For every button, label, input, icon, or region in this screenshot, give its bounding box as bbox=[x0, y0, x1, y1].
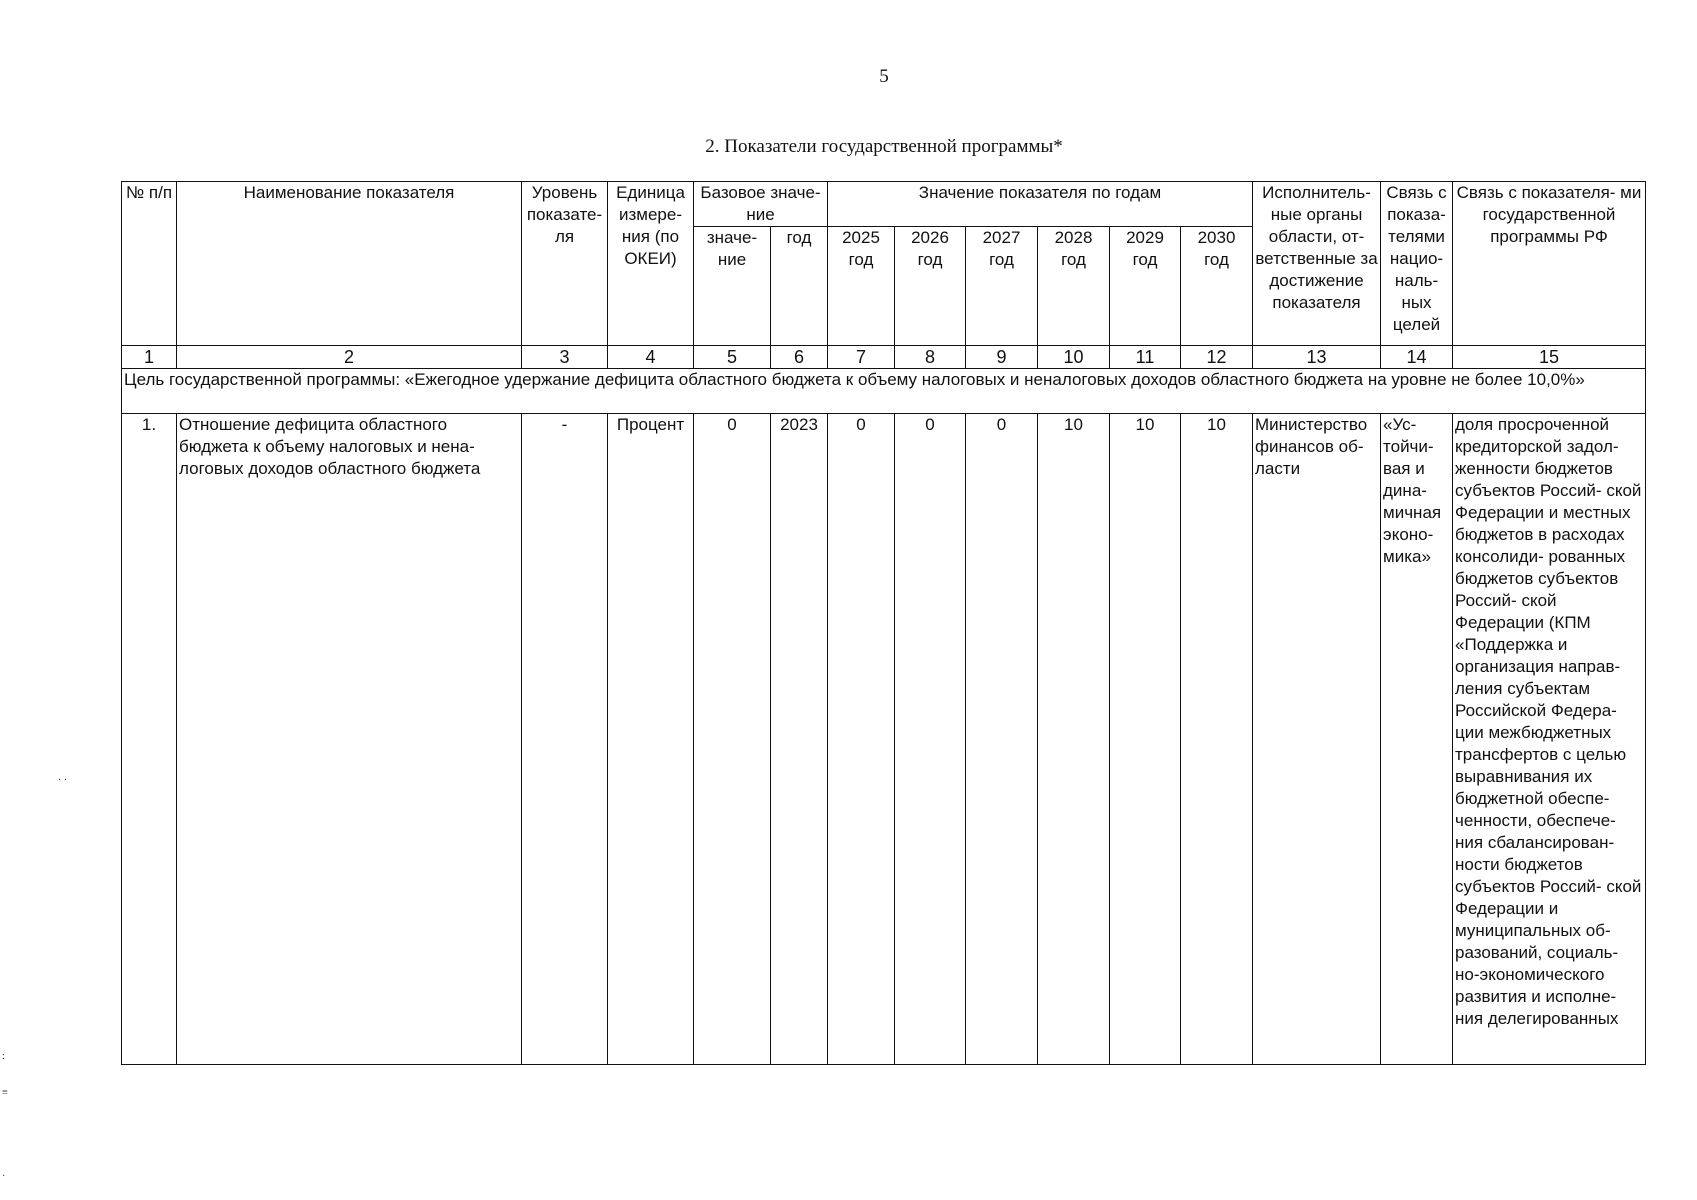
header-by-years: Значение показателя по годам bbox=[828, 182, 1253, 227]
column-number: 5 bbox=[694, 346, 771, 369]
header-year: 2028 год bbox=[1038, 227, 1110, 346]
scan-speck: : bbox=[2, 1051, 5, 1062]
indicators-table bbox=[121, 181, 1646, 1065]
column-number: 15 bbox=[1453, 346, 1646, 369]
header-year: 2030 год bbox=[1181, 227, 1253, 346]
program-goal: Цель государственной программы: «Ежегодное удержание дефицита областного бюджета к объему налоговых и неналоговых доходов областного бюджета на уровне не более 10,0%» bbox=[122, 369, 1646, 414]
header-num: № п/п bbox=[122, 182, 177, 346]
header-year: 2025 год bbox=[828, 227, 895, 346]
value-2028: 10 bbox=[1038, 414, 1110, 1065]
national-goal-link: «Ус- тойчи- вая и дина- мичная эконо- мика» bbox=[1381, 414, 1453, 1065]
header-year: 2029 год bbox=[1110, 227, 1181, 346]
column-number: 6 bbox=[771, 346, 828, 369]
header-row bbox=[122, 182, 1646, 227]
value-2030: 10 bbox=[1181, 414, 1253, 1065]
header-national-goals: Связь с показа- телями нацио- наль- ных целей bbox=[1381, 182, 1453, 346]
executor: Министерство финансов об- ласти bbox=[1253, 414, 1381, 1065]
column-number: 7 bbox=[828, 346, 895, 369]
value-2027: 0 bbox=[966, 414, 1038, 1065]
indicator-level: - bbox=[522, 414, 608, 1065]
header-unit: Единица измере- ния (по ОКЕИ) bbox=[608, 182, 694, 346]
indicator-name: Отношение дефицита областного бюджета к объему налоговых и нена- логовых доходов областного бюджета bbox=[177, 414, 522, 1065]
header-executors: Исполнитель- ные органы области, от- ветственные за достижение показателя bbox=[1253, 182, 1381, 346]
goal-row bbox=[122, 369, 1646, 414]
scan-speck: · bbox=[2, 1171, 6, 1182]
section-title: 2. Показатели государственной программы* bbox=[705, 136, 1063, 157]
column-number: 13 bbox=[1253, 346, 1381, 369]
scan-speck: · · bbox=[58, 775, 68, 786]
header-year: 2026 год bbox=[895, 227, 966, 346]
header-base-year: год bbox=[771, 227, 828, 346]
header-level: Уровень показате- ля bbox=[522, 182, 608, 346]
column-number: 11 bbox=[1110, 346, 1181, 369]
column-number: 10 bbox=[1038, 346, 1110, 369]
value-2025: 0 bbox=[828, 414, 895, 1065]
column-number: 1 bbox=[122, 346, 177, 369]
header-name: Наименование показателя bbox=[177, 182, 522, 346]
base-year: 2023 bbox=[771, 414, 828, 1065]
header-year: 2027 год bbox=[966, 227, 1038, 346]
column-number: 4 bbox=[608, 346, 694, 369]
page-number: 5 bbox=[879, 66, 889, 87]
column-number: 2 bbox=[177, 346, 522, 369]
header-base-value: значе- ние bbox=[694, 227, 771, 346]
indicator-unit: Процент bbox=[608, 414, 694, 1065]
column-number: 8 bbox=[895, 346, 966, 369]
value-2029: 10 bbox=[1110, 414, 1181, 1065]
base-value: 0 bbox=[694, 414, 771, 1065]
column-number: 14 bbox=[1381, 346, 1453, 369]
column-number: 3 bbox=[522, 346, 608, 369]
header-base: Базовое значе- ние bbox=[694, 182, 828, 227]
rf-program-link: доля просроченной кредиторской задол- женности бюджетов субъектов Россий- ской Федерации и местных бюджетов в расходах консолиди- рованных бюджетов субъектов Россий- ской Федерации (КПМ «Поддержка и организация направ- ления субъектам Российской Федера- ции межбюджетных трансфертов с целью выравнивания их бюджетной обеспе- ченности, обеспече- ния сбалансирован- ности бюджетов субъектов Россий- ской Федерации и муниципальных об- разований, социаль- но-экономического развития и исполне- ния делегированных bbox=[1453, 414, 1646, 1065]
column-number: 12 bbox=[1181, 346, 1253, 369]
header-rf-program-link: Связь с показателя- ми государственной программы РФ bbox=[1453, 182, 1646, 346]
value-2026: 0 bbox=[895, 414, 966, 1065]
row-number: 1. bbox=[122, 414, 177, 1065]
scan-speck: ≡ bbox=[2, 1087, 8, 1098]
column-number-row bbox=[122, 346, 1646, 369]
column-number: 9 bbox=[966, 346, 1038, 369]
table-row bbox=[122, 414, 1646, 1065]
